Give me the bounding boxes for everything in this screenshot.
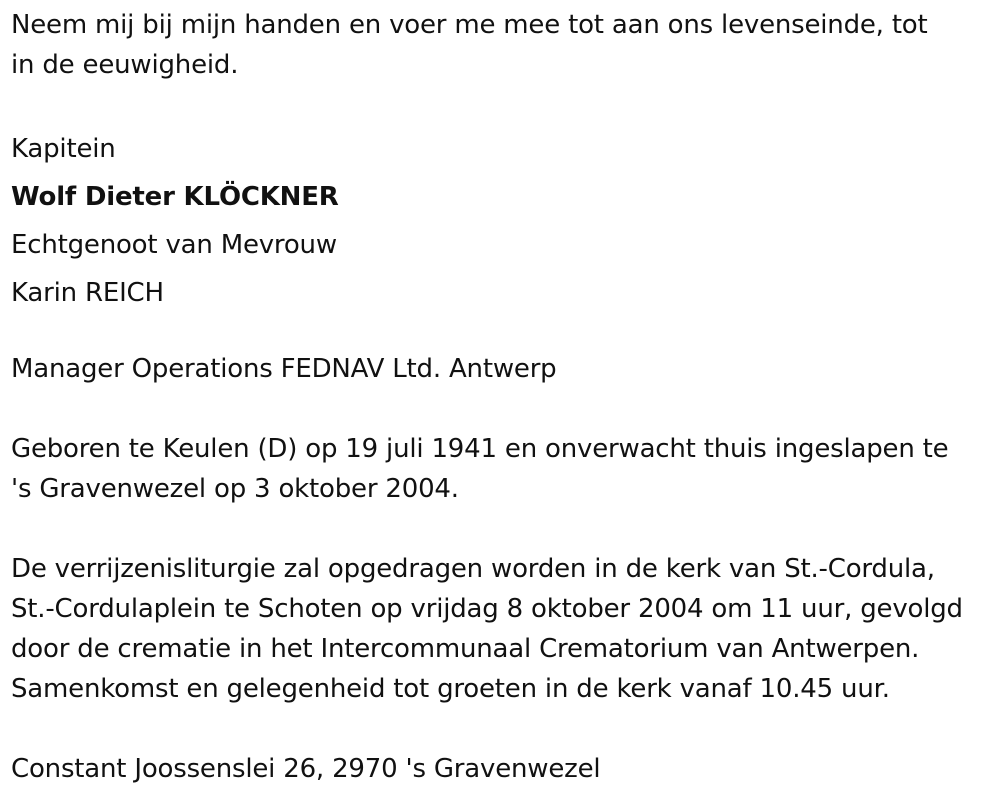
ceremony-line: Samenkomst en gelegenheid tot groeten in de kerk vanaf 10.45 uur.: [11, 674, 890, 704]
birth-death-line: Geboren te Keulen (D) op 19 juli 1941 en onverwacht thuis ingeslapen te: [11, 434, 949, 464]
intro-line: in de eeuwigheid.: [11, 50, 239, 80]
birth-death-line: 's Gravenwezel op 3 oktober 2004.: [11, 474, 459, 504]
ceremony-line: De verrijzenisliturgie zal opgedragen worden in de kerk van St.-Cordula,: [11, 554, 935, 584]
address: Constant Joossenslei 26, 2970 's Gravenwezel: [11, 754, 601, 784]
ceremony-paragraph: [11, 549, 996, 709]
occupation: Manager Operations FEDNAV Ltd. Antwerp: [11, 354, 557, 384]
spouse-name: Karin REICH: [11, 278, 164, 308]
intro-line: Neem mij bij mijn handen en voer me mee tot aan ons levenseinde, tot: [11, 10, 928, 40]
intro-paragraph: [11, 5, 996, 85]
birth-death-paragraph: [11, 429, 996, 509]
ceremony-line: St.-Cordulaplein te Schoten op vrijdag 8 oktober 2004 om 11 uur, gevolgd: [11, 594, 963, 624]
spouse-line: Echtgenoot van Mevrouw: [11, 230, 337, 260]
obituary-notice: [11, 0, 996, 789]
ceremony-line: door de crematie in het Intercommunaal Crematorium van Antwerpen.: [11, 634, 920, 664]
deceased-name: Wolf Dieter KLÖCKNER: [11, 182, 339, 212]
rank-title: Kapitein: [11, 134, 116, 164]
